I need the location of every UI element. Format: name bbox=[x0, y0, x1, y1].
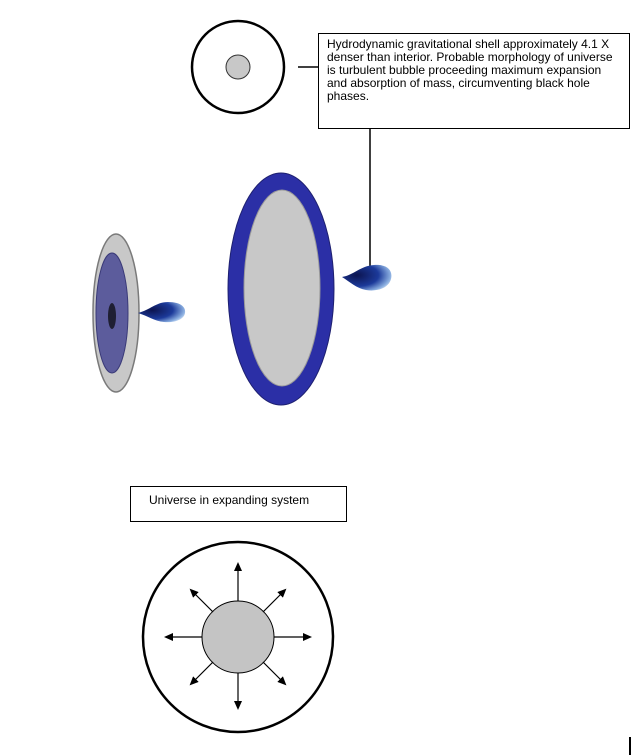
left-tilted-disc bbox=[93, 234, 139, 392]
edge-mark bbox=[629, 737, 631, 755]
shell-diagram-small bbox=[192, 21, 284, 113]
left-disc-core bbox=[108, 303, 116, 329]
shell-caption-box: Hydrodynamic gravitational shell approximately 4.1 X denser than interior. Probable morphology of universe is turbulent bubble proceeding maximum expansion and absorption of mass, circumventing black hole phases. bbox=[318, 33, 630, 129]
shell-core bbox=[226, 55, 250, 79]
expanding-caption-box: Universe in expanding system bbox=[130, 486, 347, 522]
droplet-icon bbox=[342, 265, 391, 291]
expanding-universe-diagram bbox=[143, 542, 333, 732]
large-shell-interior bbox=[244, 190, 320, 386]
droplet-icon bbox=[138, 302, 185, 322]
large-shell-ring bbox=[228, 173, 334, 405]
